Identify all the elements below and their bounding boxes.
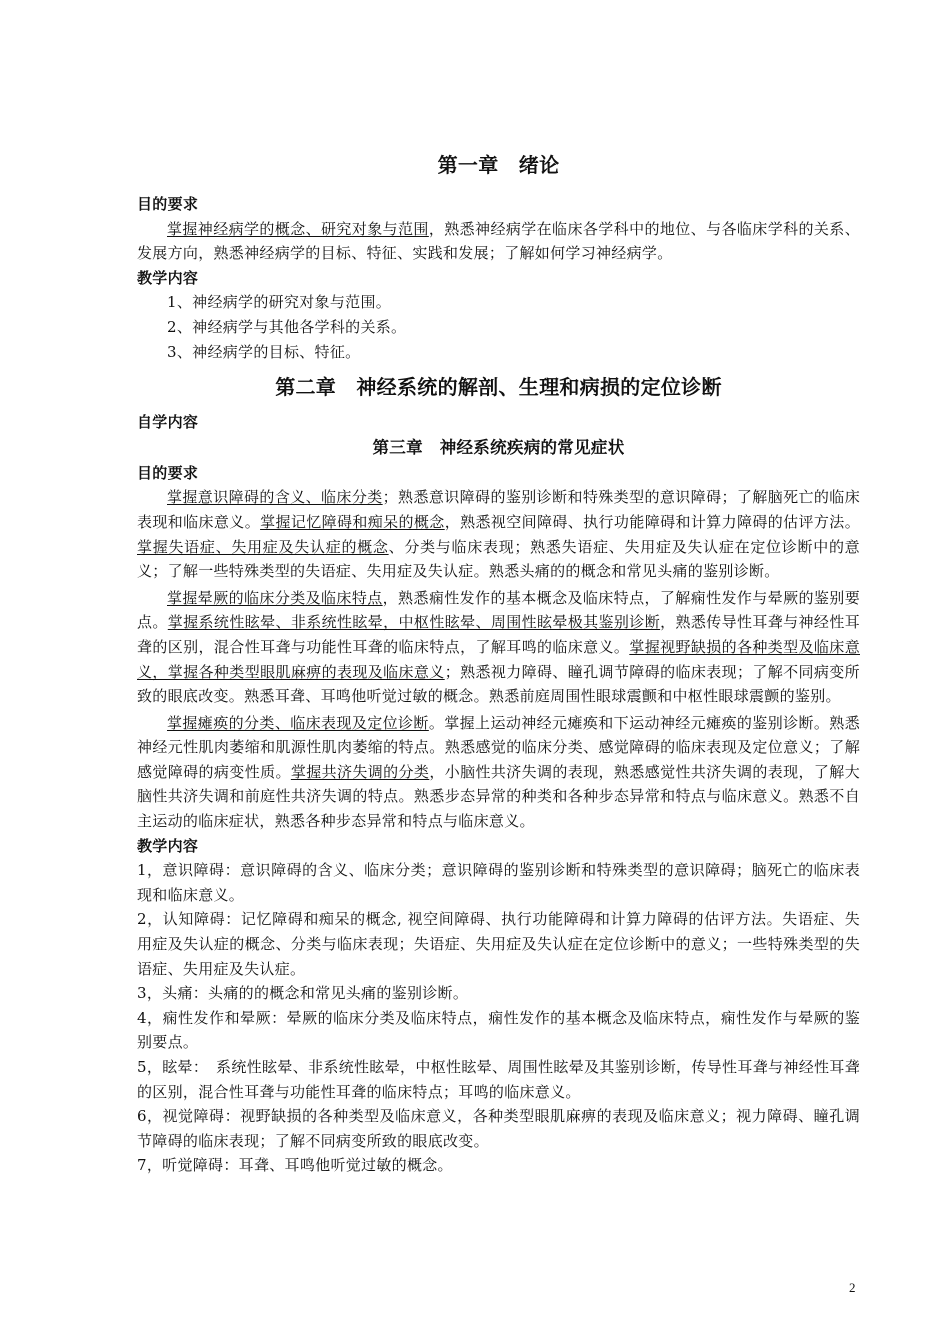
paragraph-text: ，熟悉视空间障碍、执行功能障碍和计算力障碍的估评方法。 bbox=[444, 512, 860, 531]
page-number: 2 bbox=[849, 1280, 856, 1295]
underlined-text: 掌握神经病学的概念、研究对象与范围 bbox=[167, 219, 429, 238]
chapter-3-content-heading: 教学内容 bbox=[137, 836, 199, 855]
underlined-text: 掌握系统性眩晕、非系统性眩晕，中枢性眩晕、周围性眩晕极其鉴别诊断 bbox=[167, 613, 661, 632]
paragraph-text: ；熟悉意识障碍的鉴别诊断和特殊类型的意识障碍；了解脑死亡的临床表现和临床意义。 bbox=[137, 488, 861, 531]
chapter-1-title: 第一章 绪论 bbox=[437, 153, 560, 177]
underlined-text: 掌握晕厥的临床分类及临床特点 bbox=[167, 588, 383, 607]
chapter-3-goal-paragraph-3 bbox=[137, 711, 860, 834]
list-item: 7，听觉障碍：耳聋、耳鸣他听觉过敏的概念。 bbox=[137, 1156, 453, 1175]
list-item: 2，认知障碍：记忆障碍和痴呆的概念, 视空间障碍、执行功能障碍和计算力障碍的估评方法。失语症、失用症及失认症的概念、分类与临床表现；失语症、失用症及失认症在定位诊断中的意义；一些特殊类型的失语症、失用症及失认症。 bbox=[137, 910, 860, 978]
chapter-3-goal-paragraph-1 bbox=[137, 485, 860, 583]
paragraph-text: 。掌握上运动神经元瘫痪和下运动神经元瘫痪的鉴别诊断。熟悉神经元性肌肉萎缩和肌源性肌肉萎缩的特点。熟悉感觉的临床分类、感觉障碍的临床表现及定位意义；了解感觉障碍的病变性质。 bbox=[137, 713, 860, 781]
list-item: 6，视觉障碍：视野缺损的各种类型及临床意义，各种类型眼肌麻痹的表现及临床意义；视力障碍、瞳孔调节障碍的临床表现；了解不同病变所致的眼底改变。 bbox=[137, 1107, 860, 1150]
chapter-2-self-study-heading: 自学内容 bbox=[137, 413, 199, 432]
chapter-1-goal-paragraph bbox=[137, 217, 860, 266]
chapter-2-title: 第二章 神经系统的解剖、生理和病损的定位诊断 bbox=[275, 375, 722, 400]
chapter-3-title: 第三章 神经系统疾病的常见症状 bbox=[372, 437, 625, 457]
paragraph-text: ，熟悉传导性耳聋与神经性耳聋的区别，混合性耳聋与功能性耳聋的临床特点，了解耳鸣的临床意义。 bbox=[137, 613, 861, 656]
underlined-text: 掌握失语症、失用症及失认症的概念 bbox=[137, 537, 389, 556]
list-item: 5，眩晕： 系统性眩晕、非系统性眩晕，中枢性眩晕、周围性眩晕及其鉴别诊断，传导性耳聋与神经性耳聋的区别，混合性耳聋与功能性耳聋的临床特点；耳鸣的临床意义。 bbox=[137, 1058, 860, 1101]
paragraph-text: ，熟悉神经病学在临床各学科中的地位、与各临床学科的关系、发展方向，熟悉神经病学的目标、特征、实践和发展；了解如何学习神经病学。 bbox=[137, 219, 860, 263]
paragraph-text: ，熟悉痫性发作的基本概念及临床特点，了解痫性发作与晕厥的鉴别要点。 bbox=[137, 588, 861, 632]
underlined-text: 掌握视野缺损的各种类型及临床意义，掌握各种类型眼肌麻痹的表现及临床意义 bbox=[137, 637, 860, 681]
page-content bbox=[137, 150, 860, 1178]
list-item: 4，痫性发作和晕厥：晕厥的临床分类及临床特点，痫性发作的基本概念及临床特点，痫性发作与晕厥的鉴别要点。 bbox=[137, 1008, 860, 1052]
underlined-text: 掌握记忆障碍和痴呆的概念 bbox=[260, 512, 445, 531]
list-item: 2、神经病学与其他各学科的关系。 bbox=[167, 317, 407, 336]
chapter-3-goal-heading: 目的要求 bbox=[137, 463, 199, 482]
chapter-1-content-heading: 教学内容 bbox=[137, 268, 199, 287]
list-item: 3、神经病学的目标、特征。 bbox=[167, 342, 361, 361]
list-item: 1，意识障碍：意识障碍的含义、临床分类；意识障碍的鉴别诊断和特殊类型的意识障碍；脑死亡的临床表现和临床意义。 bbox=[137, 861, 860, 904]
paragraph-text: ，小脑性共济失调的表现，熟悉感觉性共济失调的表现，了解大脑性共济失调和前庭性共济失调的特点。熟悉步态异常的种类和各种步态异常和特点与临床意义。熟悉不自主运动的临床症状，熟悉各种步态异常和特点与临床意义。 bbox=[137, 762, 860, 831]
chapter-1-goal-heading: 目的要求 bbox=[137, 195, 199, 213]
paragraph-text: 、分类与临床表现；熟悉失语症、失用症及失认症在定位诊断中的意义；了解一些特殊类型的失语症、失用症及失认症。熟悉头痛的的概念和常见头痛的鉴别诊断。 bbox=[137, 537, 860, 581]
list-item: 1、神经病学的研究对象与范围。 bbox=[167, 293, 392, 312]
paragraph-text: ；熟悉视力障碍、瞳孔调节障碍的临床表现；了解不同病变所致的眼底改变。熟悉耳聋、耳鸣他听觉过敏的概念。熟悉前庭周围性眼球震颤和中枢性眼球震颤的鉴别。 bbox=[137, 662, 860, 706]
list-item: 3，头痛：头痛的的概念和常见头痛的鉴别诊断。 bbox=[137, 984, 469, 1003]
underlined-text: 掌握意识障碍的含义、临床分类 bbox=[167, 488, 383, 507]
underlined-text: 掌握共济失调的分类 bbox=[290, 762, 430, 781]
chapter-3-goal-paragraph-2 bbox=[137, 586, 860, 709]
underlined-text: 掌握瘫痪的分类、临床表现及定位诊断 bbox=[167, 713, 429, 732]
